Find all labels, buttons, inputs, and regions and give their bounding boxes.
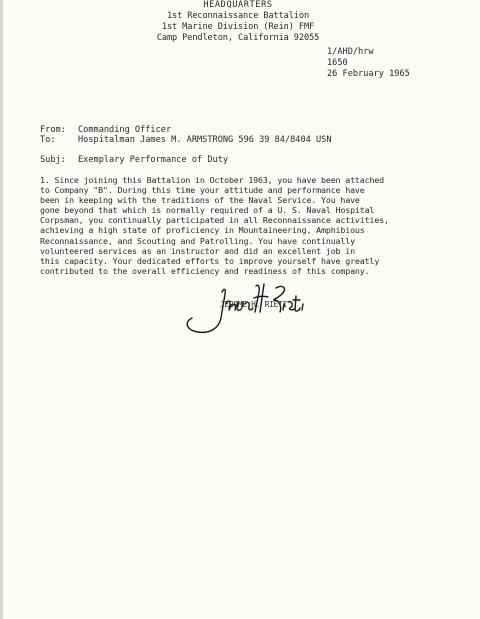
from-line [40,125,332,135]
signer-name: JEROME H. RIETI [220,300,288,309]
to-line [40,135,332,145]
from-value: Commanding Officer [78,125,172,135]
body-paragraph [40,175,450,276]
reference-block [327,47,410,80]
address-block [40,125,332,145]
body-line: volunteered services as an instructor and did an excellent job in [40,245,355,256]
letterhead-division: 1st Marine Division (Rein) FMF [161,22,315,32]
reference-code: 1/AHD/hrw [327,47,374,57]
letterhead [128,0,348,44]
body-line: achieving a high state of proficiency in Mountaineering, Amphibious [40,225,365,236]
subject-label: Subj: [40,155,66,165]
letterhead-location: Camp Pendleton, California 92055 [156,33,320,43]
subject-value: Exemplary Performance of Duty [78,155,229,165]
body-line: to Company "B". During this time your attitude and performance have [40,185,365,196]
body-line: 1. Since joining this Battalion in October 1963, you have been attached [40,175,385,185]
letter-date: 26 February 1965 [327,69,410,79]
body-line: gone beyond that which is normally required of a U. S. Naval Hospital [40,205,375,216]
body-line: Corpsman, you continually participated in all Reconnaissance activities, [40,215,389,226]
body-line: been in keeping with the traditions of the Naval Service. You have [40,195,360,206]
to-value: Hospitalman James M. ARMSTRONG 596 39 84/8404 USN [78,135,332,145]
reference-number: 1650 [327,58,348,68]
body-line: Reconnaissance, and Scouting and Patrolling. You have continually [40,235,355,246]
to-label: To: [40,135,56,145]
letterhead-hq: HEADQUARTERS [203,0,273,10]
subject-line [40,155,228,165]
body-line: contributed to the overall efficiency and readiness of this company. [40,265,370,276]
scan-edge [0,0,3,619]
letterhead-battalion: 1st Reconnaissance Battalion [166,11,310,21]
body-line: this capacity. Your dedicated efforts to improve yourself have greatly [40,255,380,266]
from-label: From: [40,125,66,135]
